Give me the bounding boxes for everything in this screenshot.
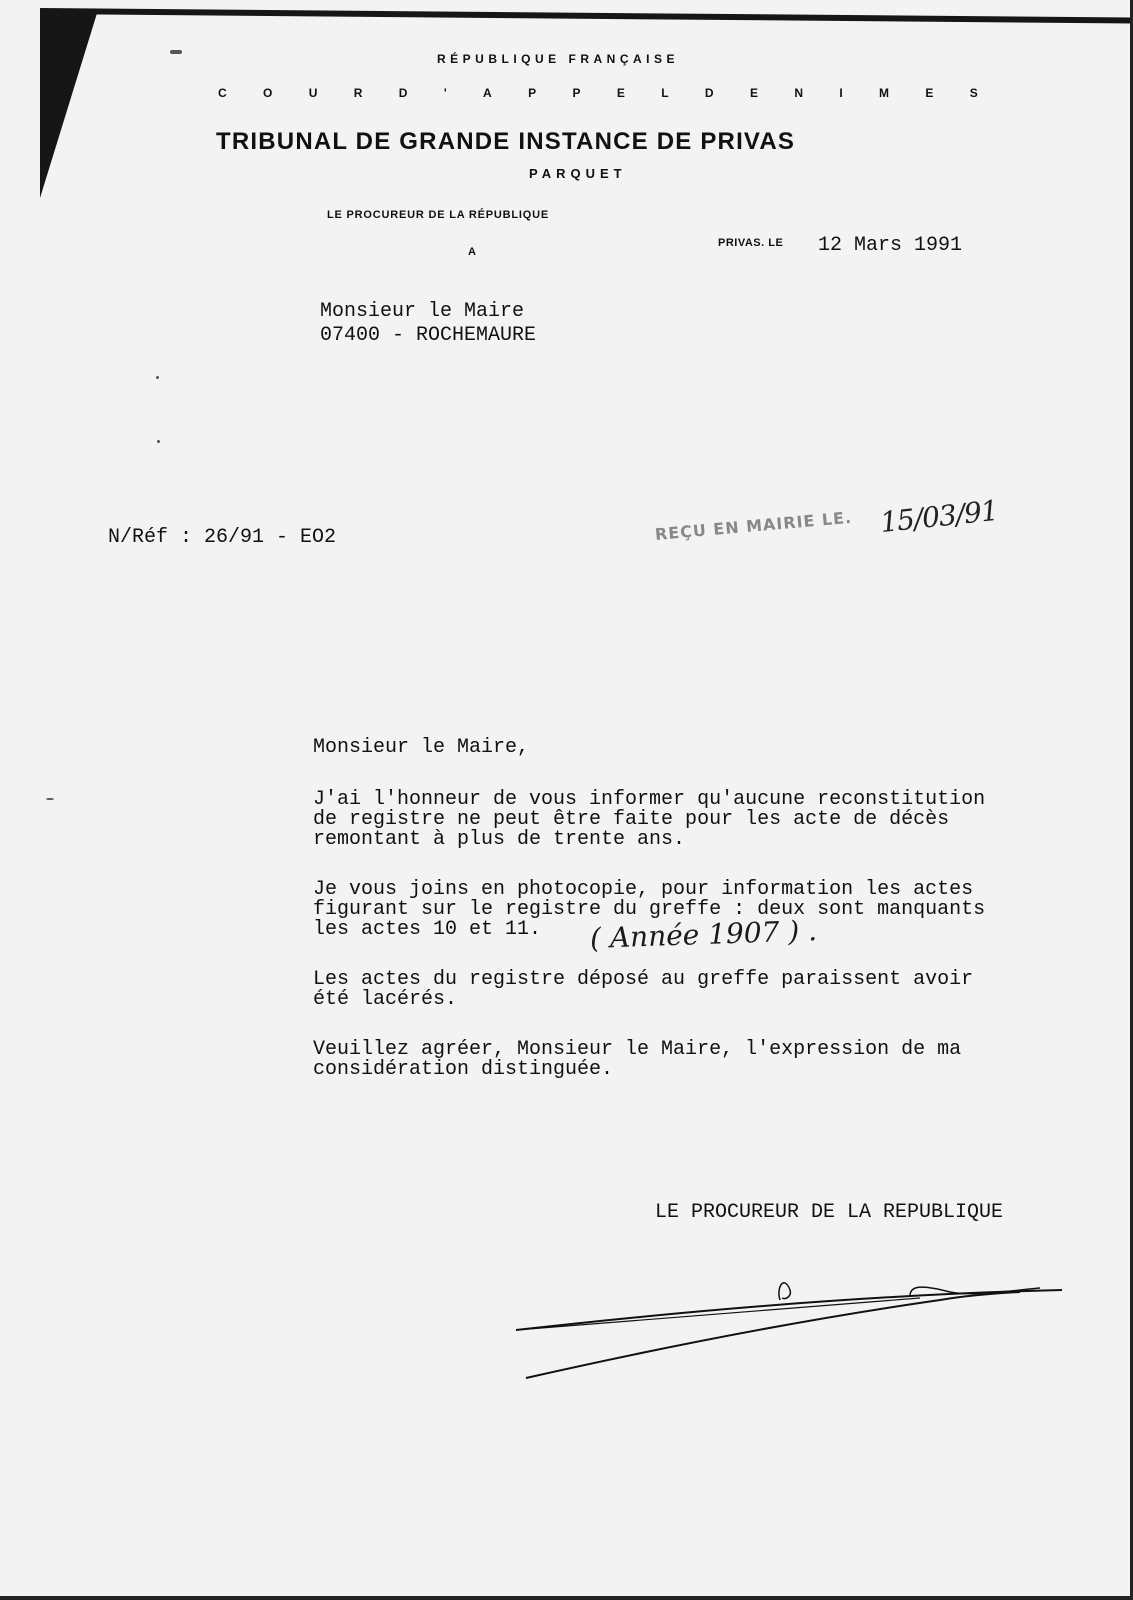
scan-speck (157, 440, 160, 443)
cour-letter: P (528, 86, 537, 100)
place-label: PRIVAS. LE (718, 237, 784, 249)
republique-heading: RÉPUBLIQUE FRANÇAISE (437, 52, 680, 66)
reference-number: N/Réf : 26/91 - EO2 (108, 526, 337, 549)
scan-speck (46, 798, 54, 800)
salutation: Monsieur le Maire, (313, 736, 530, 759)
cour-letter: D (398, 86, 408, 100)
cour-letter: R (353, 86, 363, 100)
cour-letter: ' (443, 86, 447, 100)
to-label: A (468, 246, 476, 258)
body-paragraph-1: J'ai l'honneur de vous informer qu'aucune reconstitution de registre ne peut être faite pour les acte de décès remontant à plus de trente ans. (313, 788, 986, 851)
cour-letter: N (794, 86, 803, 100)
cour-letter: C (218, 86, 227, 100)
cour-letter: P (572, 86, 581, 100)
scan-top-band (40, 8, 1133, 24)
handwritten-signature (500, 1260, 1080, 1390)
sender-heading: LE PROCUREUR DE LA RÉPUBLIQUE (327, 209, 550, 221)
body-paragraph-3: Les actes du registre déposé au greffe paraissent avoir été lacérés. (313, 968, 974, 1011)
parquet-heading: PARQUET (529, 166, 627, 181)
cour-appel-heading (218, 86, 978, 100)
received-stamp-date: 15/03/91 (878, 493, 1000, 540)
body-paragraph-4: Veuillez agréer, Monsieur le Maire, l'expression de ma considération distinguée. (313, 1038, 962, 1081)
cour-letter: E (616, 86, 625, 100)
tribunal-heading: TRIBUNAL DE GRANDE INSTANCE DE PRIVAS (216, 128, 796, 155)
scan-speck (170, 50, 182, 54)
signature-label: LE PROCUREUR DE LA REPUBLIQUE (655, 1201, 1004, 1224)
cour-letter: O (263, 86, 273, 100)
cour-letter: D (704, 86, 714, 100)
handwritten-note: ( Année 1907 ) . (589, 914, 818, 955)
cour-letter: U (308, 86, 318, 100)
scan-corner-shadow (40, 10, 98, 198)
scan-bottom-edge (0, 1596, 1133, 1600)
cour-letter: S (969, 86, 978, 100)
cour-letter: E (749, 86, 758, 100)
cour-letter: L (661, 86, 669, 100)
body-paragraph-2: Je vous joins en photocopie, pour information les actes figurant sur le registre du greffe : deux sont manquants les actes 10 et 11. (313, 878, 986, 941)
cour-letter: M (879, 86, 890, 100)
recipient-line-2: 07400 - ROCHEMAURE (320, 324, 537, 347)
scan-speck (156, 376, 159, 379)
recipient-line-1: Monsieur le Maire (320, 300, 525, 323)
cour-letter: I (839, 86, 843, 100)
cour-letter: E (925, 86, 934, 100)
letter-date: 12 Mars 1991 (818, 234, 963, 257)
received-stamp: REÇU EN MAIRIE LE. (654, 507, 853, 544)
cour-letter: A (483, 86, 492, 100)
